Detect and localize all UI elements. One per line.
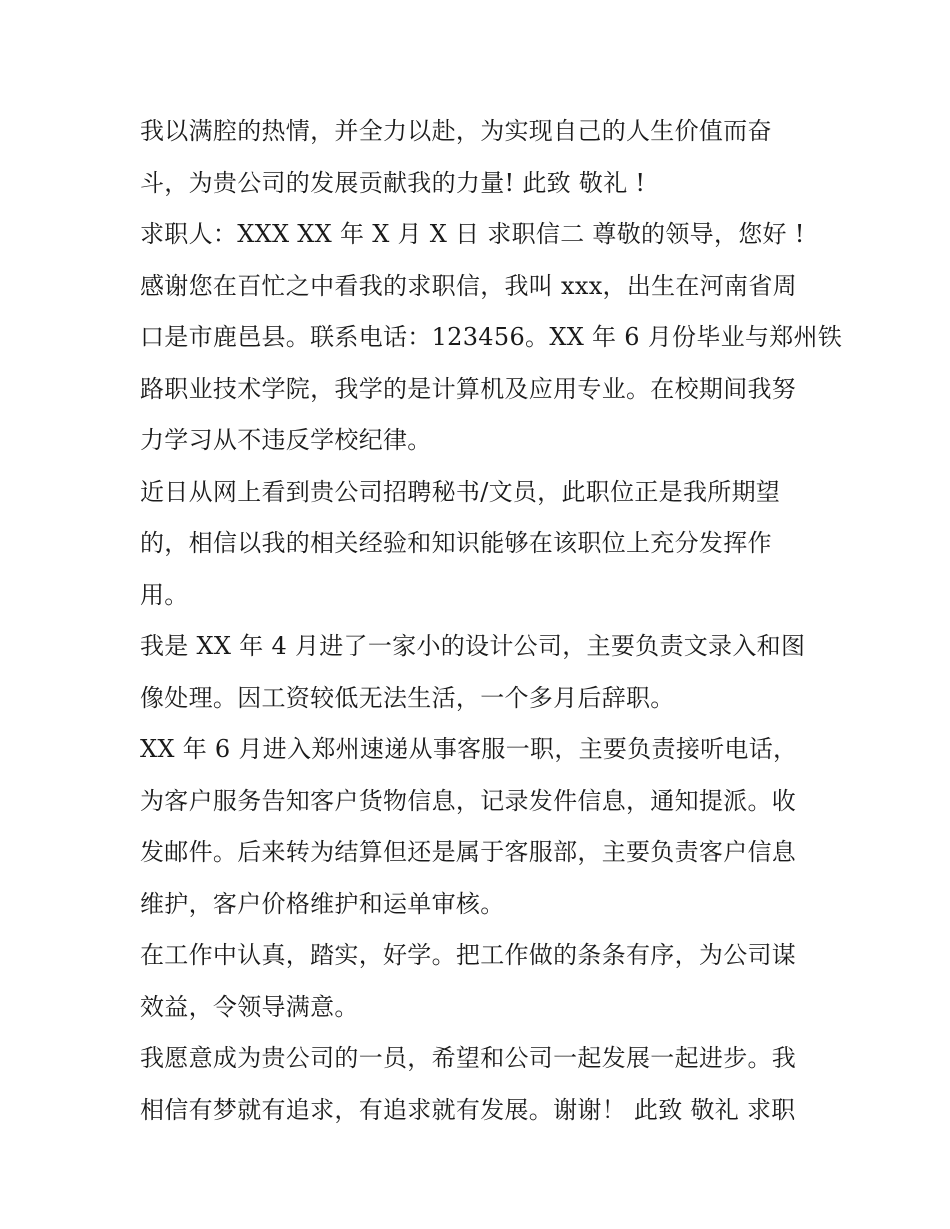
text-line: 我愿意成为贵公司的一员，希望和公司一起发展一起进步。我 bbox=[140, 1044, 797, 1072]
text-line: 口是市鹿邑县。联系电话：123456。XX 年 6 月份毕业与郑州铁 bbox=[140, 323, 843, 351]
text-line: 发邮件。后来转为结算但还是属于客服部，主要负责客户信息 bbox=[140, 838, 797, 866]
text-line: 我是 XX 年 4 月进了一家小的设计公司，主要负责文录入和图 bbox=[140, 632, 806, 660]
text-line: 路职业技术学院，我学的是计算机及应用专业。在校期间我努 bbox=[140, 374, 797, 403]
text-line: 的，相信以我的相关经验和知识能够在该职位上充分发挥作 bbox=[140, 529, 772, 557]
text-line: 维护，客户价格维护和运单审核。 bbox=[140, 889, 505, 918]
text-line: 感谢您在百忙之中看我的求职信，我叫 xxx，出生在河南省周 bbox=[140, 271, 797, 300]
letter-body bbox=[140, 106, 843, 1136]
text-line: 效益，令领导满意。 bbox=[140, 992, 359, 1021]
text-line: 像处理。因工资较低无法生活，一个多月后辞职。 bbox=[140, 683, 675, 712]
text-line: 力学习从不违反学校纪律。 bbox=[140, 426, 432, 454]
text-line: XX 年 6 月进入郑州速递从事客服一职，主要负责接听电话， bbox=[140, 735, 798, 763]
text-line: 用。 bbox=[140, 580, 189, 609]
text-line: 相信有梦就有追求，有追求就有发展。谢谢！ 此致 敬礼 求职 bbox=[140, 1095, 796, 1124]
text-line: 求职人：XXX XX 年 X 月 X 日 求职信二 尊敬的领导，您好 ! bbox=[140, 220, 805, 248]
text-line: 在工作中认真，踏实，好学。把工作做的条条有序，为公司谋 bbox=[140, 941, 797, 969]
text-line: 近日从网上看到贵公司招聘秘书/文员，此职位正是我所期望 bbox=[140, 477, 781, 506]
text-line: 斗，为贵公司的发展贡献我的力量! 此致 敬礼 ! bbox=[140, 168, 646, 197]
text-line: 为客户服务告知客户货物信息，记录发件信息，通知提派。收 bbox=[140, 786, 797, 815]
text-line: 我以满腔的热情，并全力以赴，为实现自己的人生价值而奋 bbox=[140, 117, 772, 145]
